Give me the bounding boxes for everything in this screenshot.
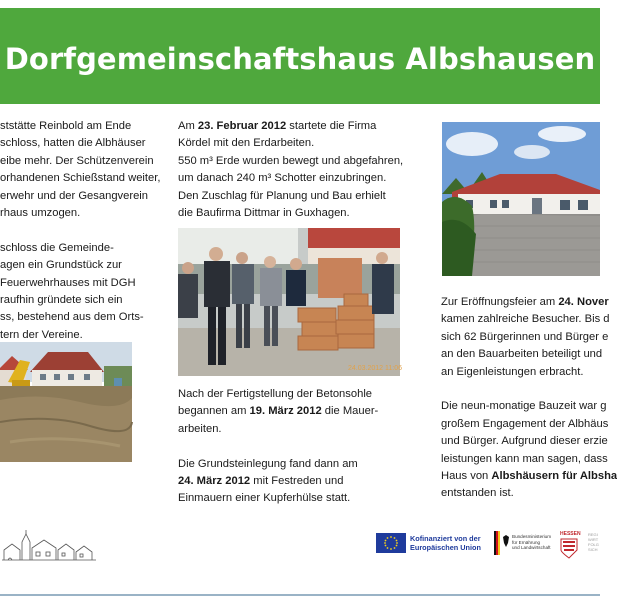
bottom-divider: [0, 594, 600, 596]
col3-text: kamen zahlreiche Besucher. Bis d: [441, 313, 610, 326]
col2-bottom-text: die Mauer-: [321, 405, 379, 418]
page-title: Dorfgemeinschaftshaus Albshausen: [4, 42, 596, 76]
col3-line: [441, 329, 609, 346]
col2-bottom-bold-text: 19. März 2012: [249, 405, 322, 418]
col2-bottom-bold-text: 24. März 2012: [178, 474, 251, 487]
col1-line: ststätte Reinbold am Ende: [0, 120, 132, 132]
column-1-text: [0, 118, 161, 344]
col3-line: [441, 346, 603, 363]
regional-line-1: REGI: [588, 532, 598, 537]
col2-top-line: [178, 205, 410, 222]
hessen-label: HESSEN: [560, 531, 581, 537]
col3-line: [441, 468, 617, 485]
col2-bottom-text: Nach der Fertigstellung der Betonsohle: [178, 388, 373, 400]
col2-top-text: 550 m³ Erde wurden bewegt und abgefahren,: [178, 154, 404, 167]
bmel-line-2: für Ernährung: [512, 539, 541, 545]
col1-line: raufhin gründete sich ein: [0, 293, 123, 306]
col1-line: Feuerwehrhauses mit DGH: [0, 276, 136, 289]
col1-line: schloss, hatten die Albhäuser: [0, 137, 146, 150]
col2-top-text: Kördel mit den Erdarbeiten.: [178, 137, 315, 150]
col2-top-line: [178, 135, 410, 152]
col2-bottom-text: mit Festreden und: [250, 474, 344, 487]
col3-text: sich 62 Bürgerinnen und Bürger e: [441, 330, 609, 343]
column-2-text-top: [178, 118, 410, 222]
col1-line: ss, bestehend aus dem Orts-: [0, 311, 144, 324]
col2-top-text: um danach 240 m³ Schotter einzubringen.: [178, 172, 387, 185]
col3-line: [441, 311, 610, 328]
col3-line: [441, 451, 608, 468]
col2-bottom-text: arbeiten.: [178, 422, 222, 435]
regional-line-2: WIRT: [588, 537, 599, 542]
col2-bottom-text: Einmauern einer Kupferhülse statt.: [178, 492, 351, 505]
eu-cofinanced-label: [410, 534, 481, 552]
column-3-text: [441, 294, 617, 503]
col1-line: schloss die Gemeinde-: [0, 241, 114, 254]
col1-line: orhandenen Schießstand weiter,: [0, 172, 161, 185]
regional-line-3: FOLG: [588, 542, 599, 547]
community-house-photo: [442, 122, 600, 276]
col3-text: und Bürger. Aufgrund dieser erzie: [441, 435, 608, 448]
village-sketch-logo: [0, 528, 98, 566]
col2-top-bold-text: 23. Februar 2012: [197, 120, 287, 132]
col2-top-text: startete die Firma: [286, 120, 377, 132]
col3-text: Haus von: [441, 469, 492, 482]
col2-top-line: [178, 153, 410, 170]
col3-line: [441, 294, 609, 311]
col2-bottom-line: [178, 438, 410, 455]
col3-text: großem Engagement der Albhäus: [441, 417, 609, 430]
col3-text: an Eigenleistungen erbracht.: [441, 365, 584, 378]
col3-text: Die neun-monatige Bauzeit war g: [441, 400, 607, 413]
col3-line: [441, 485, 600, 502]
hessen-lion-icon: [560, 538, 578, 558]
col3-line: [441, 381, 600, 398]
construction-site-photo: [0, 342, 132, 462]
regional-line-4: SICH: [588, 547, 598, 552]
col2-top-line: [178, 188, 410, 205]
col2-bottom-line: [178, 490, 410, 507]
eu-line-1: Kofinanziert von der: [410, 534, 481, 543]
col3-line: [441, 416, 609, 433]
col2-bottom-line: [178, 421, 410, 438]
col2-bottom-line: [178, 386, 410, 403]
bmel-line-3: und Landwirtschaft: [512, 545, 551, 551]
col3-line: [441, 364, 600, 381]
col2-bottom-text: begannen am: [178, 405, 250, 418]
col3-text: an den Bauarbeiten beteiligt und: [441, 348, 603, 361]
col1-line: eibe mehr. Der Schützenverein: [0, 154, 154, 167]
eu-line-2: Europäischen Union: [410, 543, 481, 552]
col1-line: erwehr und der Gesangverein: [0, 189, 149, 202]
col3-line: [441, 398, 607, 415]
header-banner: [0, 8, 600, 104]
col3-text: Zur Eröffnungsfeier am: [441, 296, 559, 308]
col3-bold-text: Albshäusern für Albsha: [491, 469, 617, 482]
col2-top-line: [178, 170, 410, 187]
col2-bottom-text: Die Grundsteinlegung fand dann am: [178, 457, 358, 470]
photo-date-stamp: 24.03.2012 11:06: [348, 365, 402, 372]
col2-top-text: Am: [178, 120, 198, 132]
col2-bottom-line: [178, 403, 410, 420]
col2-top-text: Den Zuschlag für Planung und Bau erhielt: [178, 189, 386, 202]
federal-eagle-icon: [494, 531, 510, 555]
col1-line: rhaus umzogen.: [0, 206, 81, 219]
bmel-label: [512, 534, 551, 551]
col3-line: [441, 433, 608, 450]
col2-bottom-line: [178, 456, 410, 473]
col1-line: agen ein Grundstück zur: [0, 259, 122, 272]
col3-bold-text: 24. Nover: [558, 296, 609, 308]
regional-label: [588, 532, 599, 552]
col3-text: entstanden ist.: [441, 487, 514, 500]
col1-line: [0, 222, 152, 239]
column-2-text-bottom: [178, 386, 410, 508]
bmel-line-1: Bundesministerium: [512, 534, 552, 539]
col2-top-line: [178, 118, 410, 135]
ceremony-photo: [178, 228, 400, 376]
col3-text: leistungen kann man sagen, dass: [441, 452, 608, 465]
eu-flag-icon: [376, 533, 406, 553]
col2-bottom-line: [178, 473, 410, 490]
col1-line: tern der Vereine.: [0, 328, 83, 341]
col2-top-text: die Baufirma Dittmar in Guxhagen.: [178, 206, 350, 219]
